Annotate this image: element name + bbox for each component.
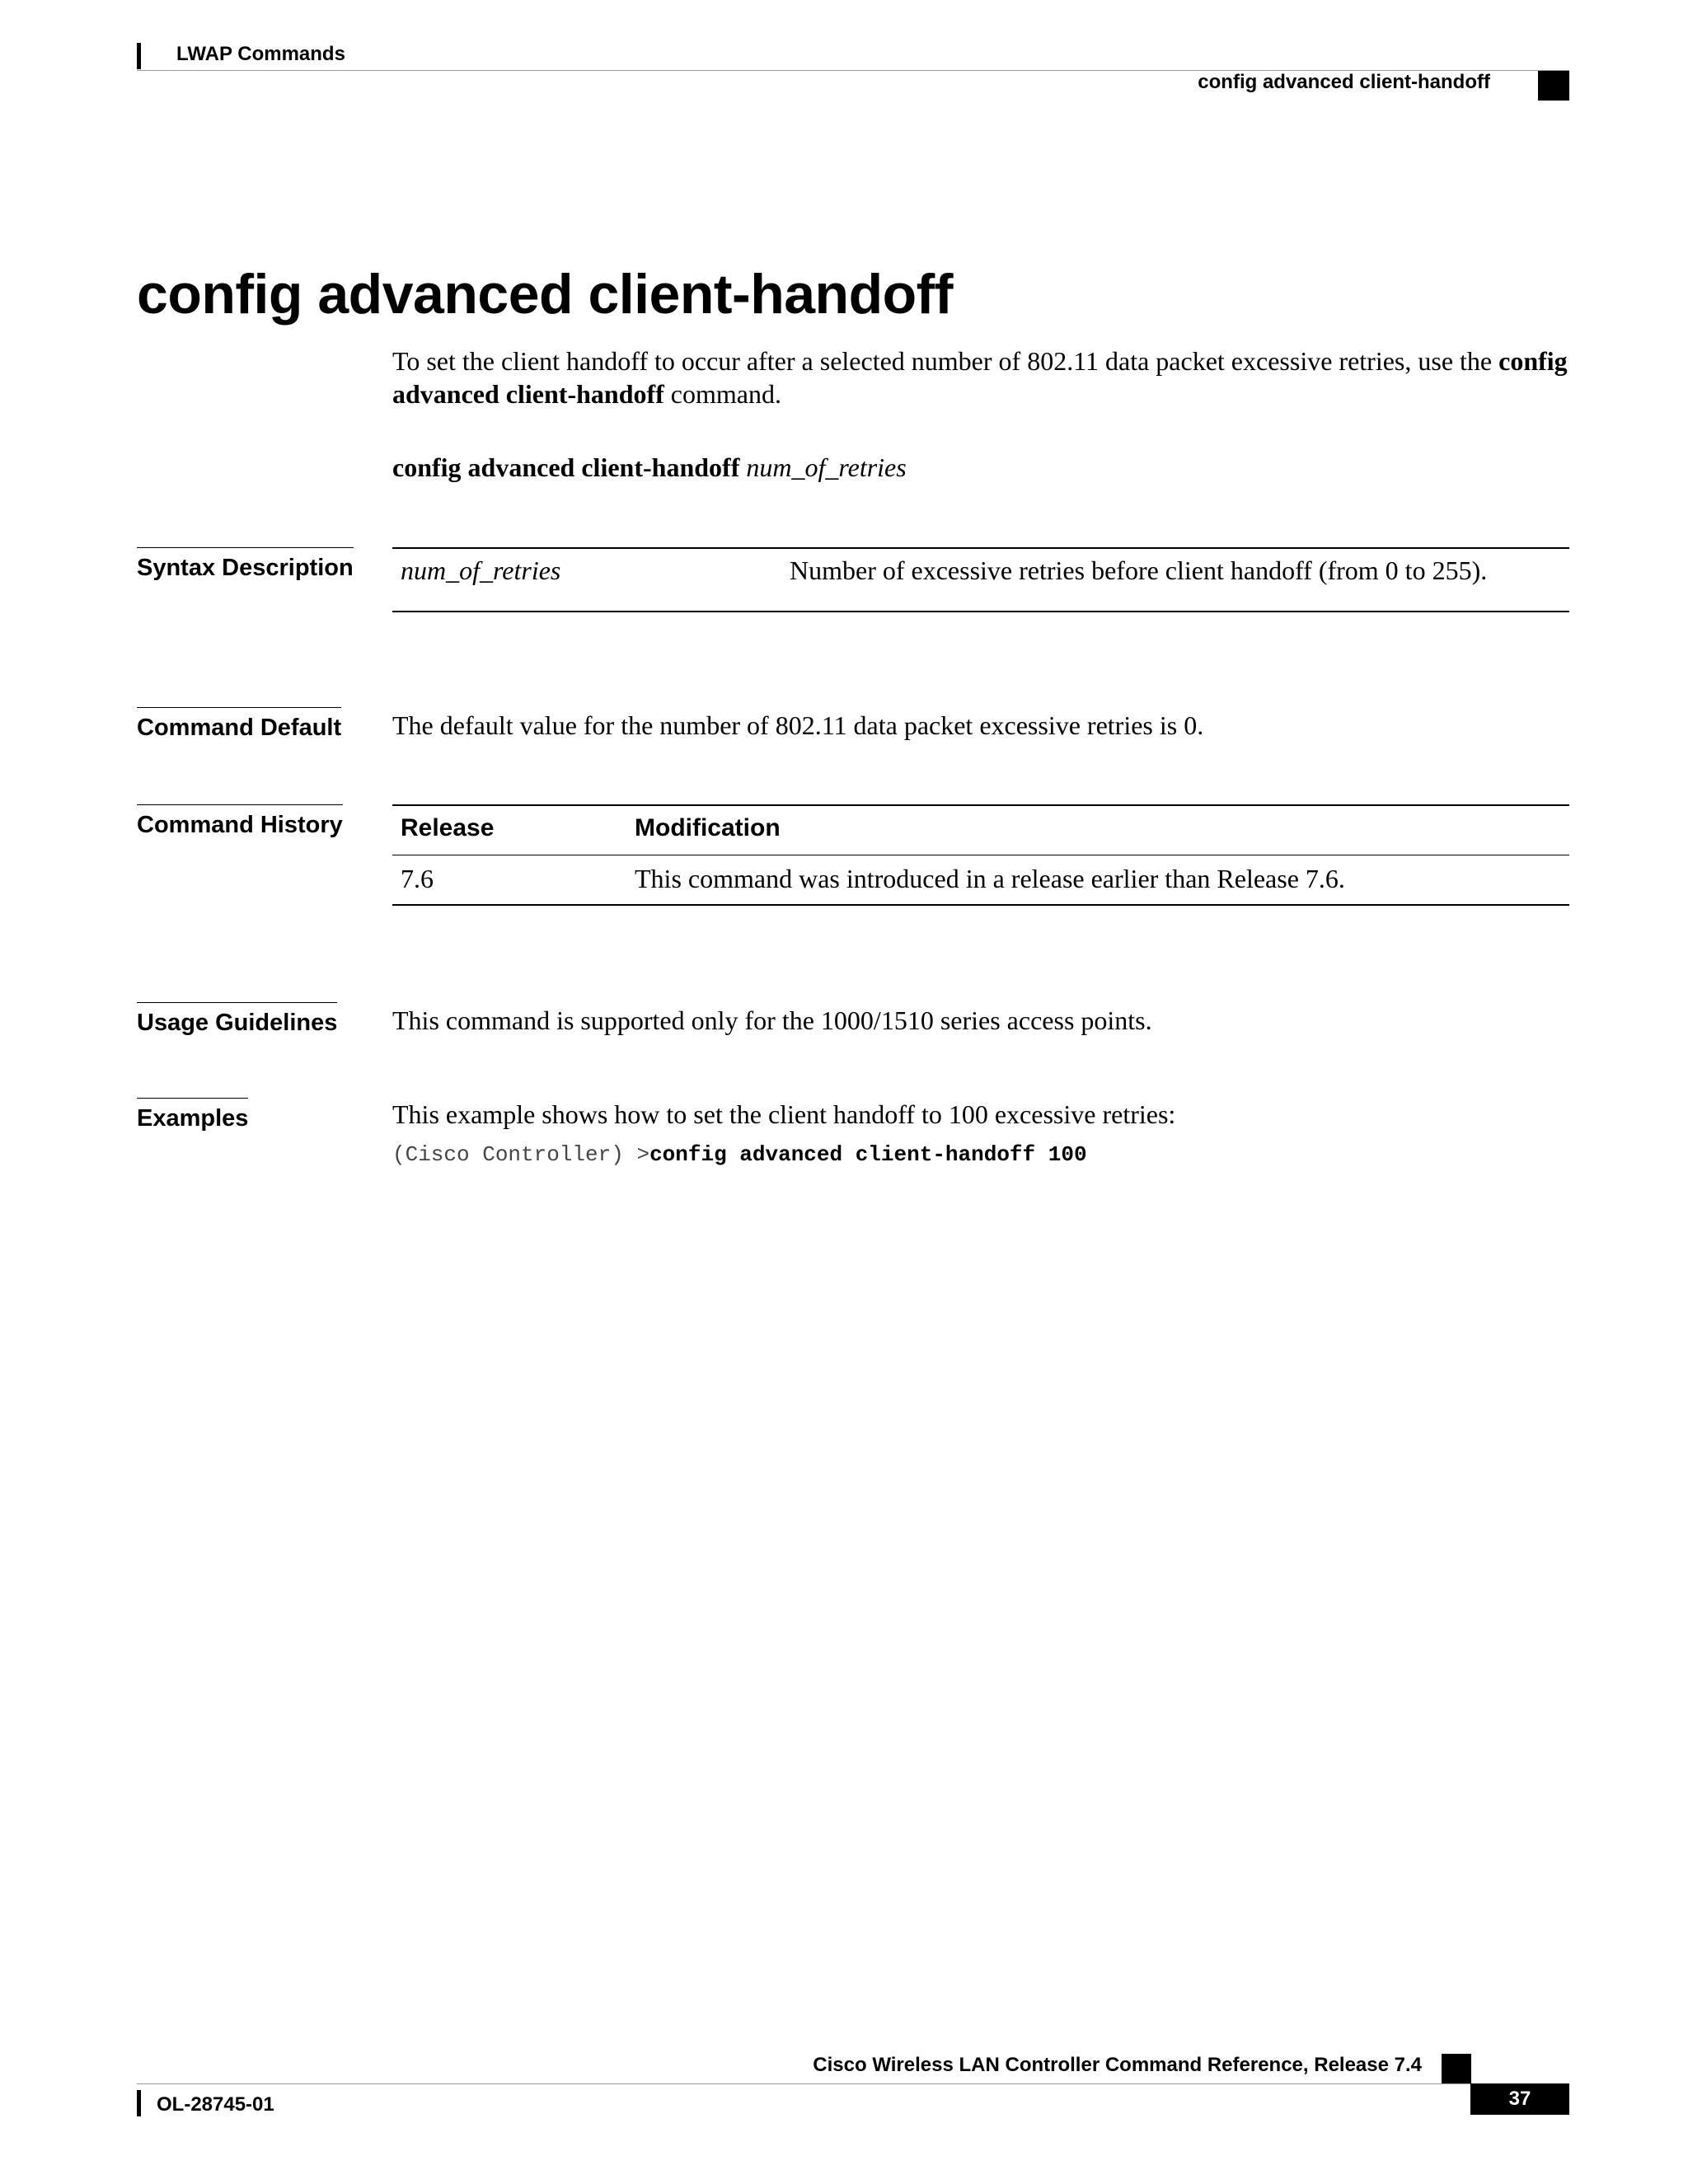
syntax-command: config advanced client-handoff (392, 452, 740, 482)
header-block (1538, 71, 1569, 101)
header-command: config advanced client-handoff (1198, 71, 1490, 93)
history-row-modification: This command was introduced in a release earlier than Release 7.6. (635, 864, 1345, 893)
footer-block (1442, 2054, 1471, 2083)
intro-paragraph (392, 344, 1571, 410)
example-prompt: (Cisco Controller) > (392, 1142, 650, 1167)
section-usage-guidelines: Usage Guidelines (137, 1002, 337, 1037)
syntax-table-top-rule (392, 547, 1569, 549)
section-examples: Examples (137, 1098, 248, 1132)
section-command-default: Command Default (137, 707, 341, 742)
intro-command: config advanced client-handoff (392, 346, 1568, 409)
syntax-table-bottom-rule (392, 611, 1569, 612)
history-table-bottom-rule (392, 904, 1569, 906)
history-header-modification: Modification (635, 814, 781, 841)
page-title: config advanced client-handoff (137, 263, 953, 326)
intro-text-end: command. (663, 379, 781, 409)
footer-bar (137, 2090, 141, 2116)
history-header-release: Release (401, 814, 495, 841)
syntax-param: num_of_retries (746, 452, 907, 482)
command-default-text: The default value for the number of 802.11 data packet excessive retries is 0. (392, 710, 1204, 740)
syntax-table-description: Number of excessive retries before client handoff (from 0 to 255). (790, 555, 1488, 585)
usage-guidelines-text: This command is supported only for the 1000/1510 series access points. (392, 1005, 1152, 1035)
section-command-history: Command History (137, 804, 343, 839)
syntax-table-param (401, 554, 560, 587)
header-bar (137, 43, 141, 69)
footer-rule (137, 2083, 1569, 2084)
section-syntax-description: Syntax Description (137, 547, 354, 582)
footer-page-number: 37 (1470, 2083, 1569, 2115)
history-row-release: 7.6 (401, 864, 434, 893)
examples-intro: This example shows how to set the client handoff to 100 excessive retries: (392, 1099, 1176, 1129)
footer-doc-id: OL-28745-01 (157, 2093, 274, 2116)
syntax-line (392, 451, 907, 484)
intro-text: To set the client handoff to occur after a selected number of 802.11 data packet excessive retries, use the (392, 346, 1493, 376)
header-section: LWAP Commands (176, 43, 345, 65)
syntax-table-param-text: num_of_retries (401, 555, 561, 585)
history-table-top-rule (392, 804, 1569, 806)
example-command: config advanced client-handoff 100 (649, 1142, 1087, 1167)
footer-title: Cisco Wireless LAN Controller Command Reference, Release 7.4 (813, 2054, 1422, 2076)
example-code (392, 1142, 1087, 1167)
